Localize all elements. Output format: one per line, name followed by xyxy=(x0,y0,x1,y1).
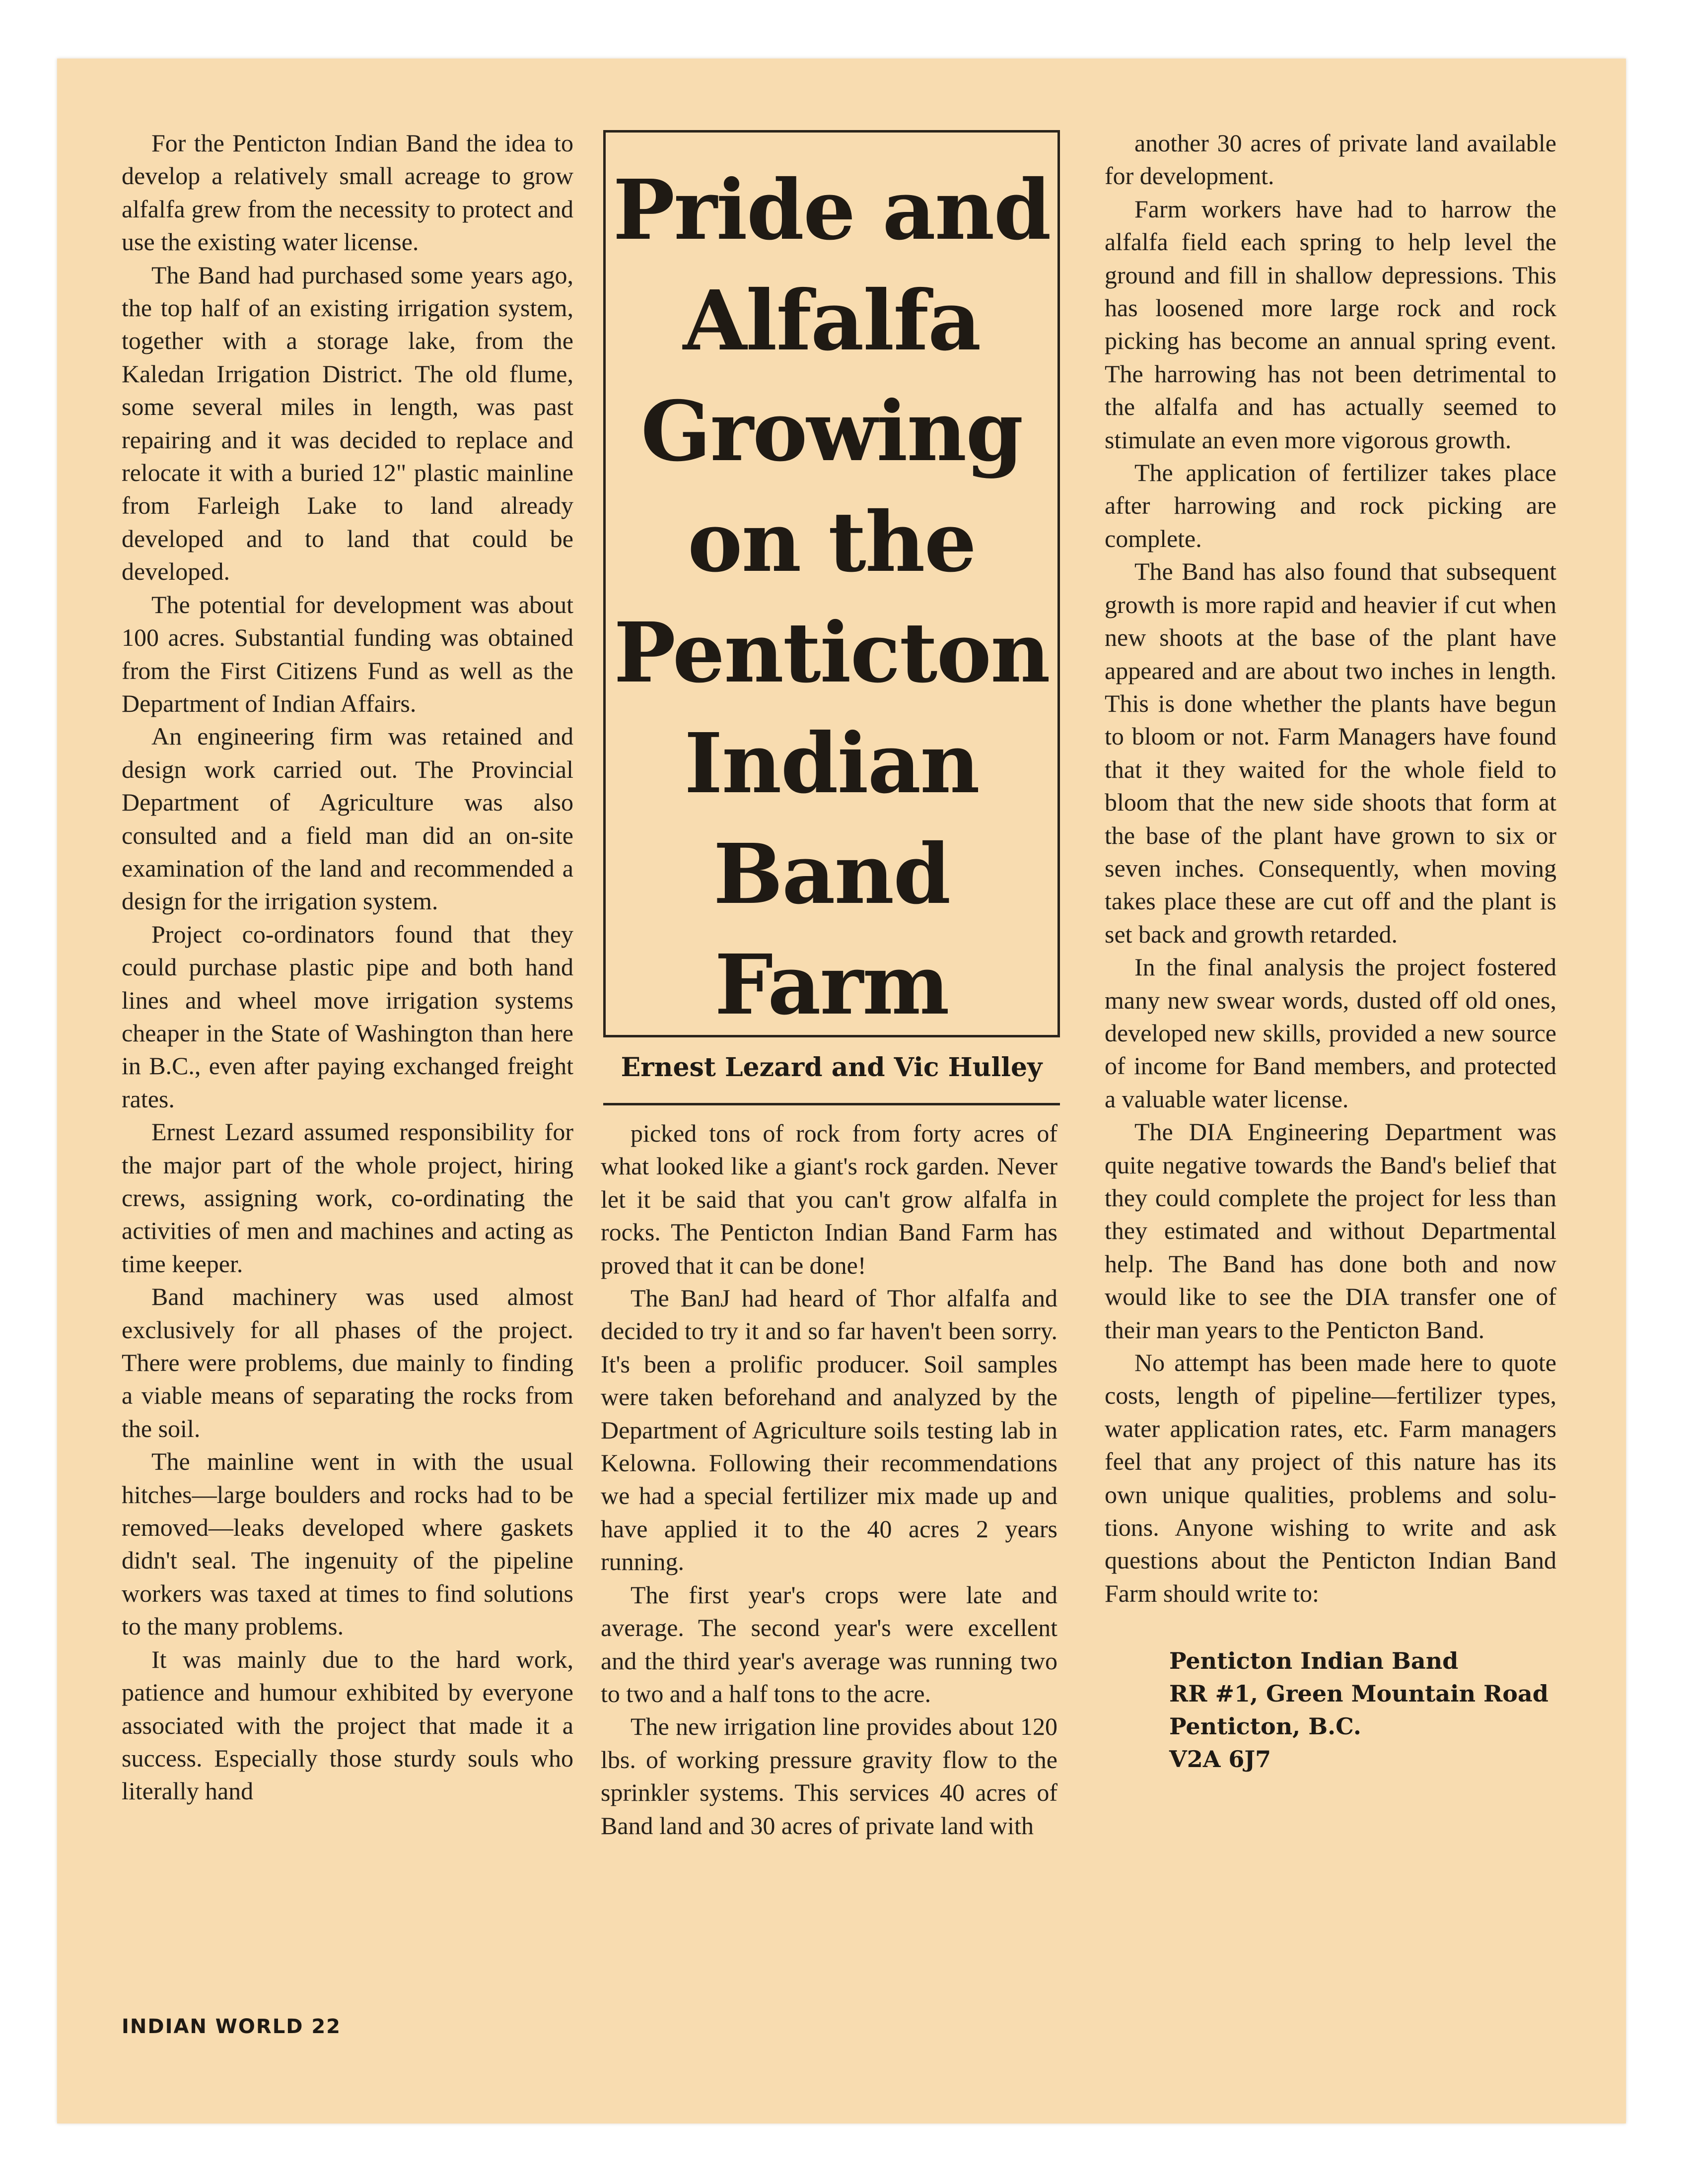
title-box xyxy=(603,130,1060,1037)
byline: Ernest Lezard and Vic Hulley xyxy=(621,1052,1043,1083)
page-footer: INDIAN WORLD 22 xyxy=(122,2015,342,2038)
paragraph: The application of fertilizer takes place after harrowing and rock picking are complete. xyxy=(1105,459,1556,552)
address-line: RR #1, Green Mountain Road xyxy=(1169,1680,1548,1707)
paragraph: Band machinery was used almost exclusively for all phases of the project. There were problems, due mainly to finding a viable means of separating the rocks from the soil. xyxy=(122,1283,573,1442)
paragraph: For the Penticton Indian Band the idea to develop a relatively small acreage to grow alfalfa grew from the necessity to protect and use the existing water license. xyxy=(122,129,573,256)
paragraph: An engineering firm was retained and design work carried out. The Provincial Department of Agriculture was also consulted and a field man did an on-site examination of the land and recommended a design for the irrigation system. xyxy=(122,722,573,915)
paragraph: In the final analysis the project fostered many new swear words, dusted off old ones, developed new skills, provided a new source of income for Band members, and protected a valuable water license. xyxy=(1105,953,1556,1113)
paragraph: The new irrigation line provides about 120 lbs. of working pressure gravity flow to the sprinkler systems. This services 40 acres of Band land and 30 acres of private land with xyxy=(601,1712,1057,1840)
address-line: Penticton, B.C. xyxy=(1169,1713,1361,1740)
left-column xyxy=(122,127,573,1808)
paragraph: another 30 acres of private land available for development. xyxy=(1105,129,1556,190)
paragraph: No attempt has been made here to quote costs, length of pipeline—fertilizer types, water application rates, etc. Farm managers feel that any project of this nature has its own unique qualities, problems and solutions. Anyone wishing to write and ask questions about the Penticton Indian Band Farm should write to: xyxy=(1105,1349,1556,1607)
address-line: V2A 6J7 xyxy=(1169,1746,1271,1773)
mailing-address xyxy=(1169,1644,1556,1775)
paragraph: The potential for development was about 100 acres. Substantial funding was obtained from the First Citizens Fund as well as the Department of Indian Affairs. xyxy=(122,590,573,717)
paragraph: The mainline went in with the usual hitches—large boulders and rocks had to be removed—leaks developed where gaskets didn't seal. The ingenuity of the pipeline workers was taxed at times to find solutions to the many problems. xyxy=(122,1447,573,1640)
paragraph: The Band had purchased some years ago, the top half of an existing irrigation system, together with a storage lake, from the Kaledan Irrigation District. The old flume, some several miles in length, was past repairing and it was decided to replace and relocate it with a buried 12" plastic mainline from Farleigh Lake to land already developed and to land that could be developed. xyxy=(122,261,573,586)
right-column xyxy=(1105,127,1556,1775)
middle-column xyxy=(601,1117,1057,1842)
paragraph: The DIA Engineering Department was quite negative towards the Band's belief that they could complete the project for less than they estimated and without Departmental help. The Band has done both and now would like to see the DIA transfer one of their man years to the Penticton Band. xyxy=(1105,1118,1556,1344)
paragraph: Ernest Lezard assumed responsibility for the major part of the whole project, hiring crews, assigning work, co-ordinating the activities of men and machines and acting as time keeper. xyxy=(122,1118,573,1278)
paragraph: Project co-ordinators found that they could purchase plastic pipe and both hand lines and wheel move irrigation systems cheaper in the State of Washington than here in B.C., even after paying exchanged freight rates. xyxy=(122,920,573,1113)
paragraph: picked tons of rock from forty acres of what looked like a giant's rock garden. Never let it be said that you can't grow alfalfa in rocks. The Penticton Indian Band Farm has proved that it can be done! xyxy=(601,1119,1057,1279)
paragraph: It was mainly due to the hard work, patience and humour exhibited by everyone associated with the project that made it a success. Especially those sturdy souls who literally hand xyxy=(122,1645,573,1805)
paragraph: The BanJ had heard of Thor alfalfa and decided to try it and so far haven't been sorry. It's been a prolific producer. Soil samples were taken beforehand and analyzed by the Department of Agriculture soils testing lab in Kelowna. Following their recommendations we had a special fertilizer mix made up and have applied it to the 40 acres 2 years running. xyxy=(601,1284,1057,1576)
byline-divider xyxy=(603,1103,1060,1105)
paragraph: Farm workers have had to harrow the alfalfa field each spring to help level the ground and fill in shallow depressions. This has loosened more large rock and rock picking has become an annual spring event. The harrowing has not been detrimental to the alfalfa and has actually seemed to stimulate an even more vigorous growth. xyxy=(1105,195,1556,454)
address-line: Penticton Indian Band xyxy=(1169,1647,1459,1675)
paragraph: The Band has also found that subsequent growth is more rapid and heavier if cut when new shoots at the base of the plant have appeared and are about two inches in length. This is done whether the plants have begun to bloom or not. Farm Managers have found that it they waited for the whole field to bloom that the new side shoots that form at the base of the plant have grown to six or seven inches. Consequently, when moving takes place these are cut off and the plant is set back and growth retarded. xyxy=(1105,557,1556,948)
paragraph: The first year's crops were late and average. The second year's were excellent and the third year's average was running two to two and a half tons to the acre. xyxy=(601,1580,1057,1707)
article-title: Pride and Alfalfa Growing on the Penticton Indian Band Farm xyxy=(613,162,1051,1033)
